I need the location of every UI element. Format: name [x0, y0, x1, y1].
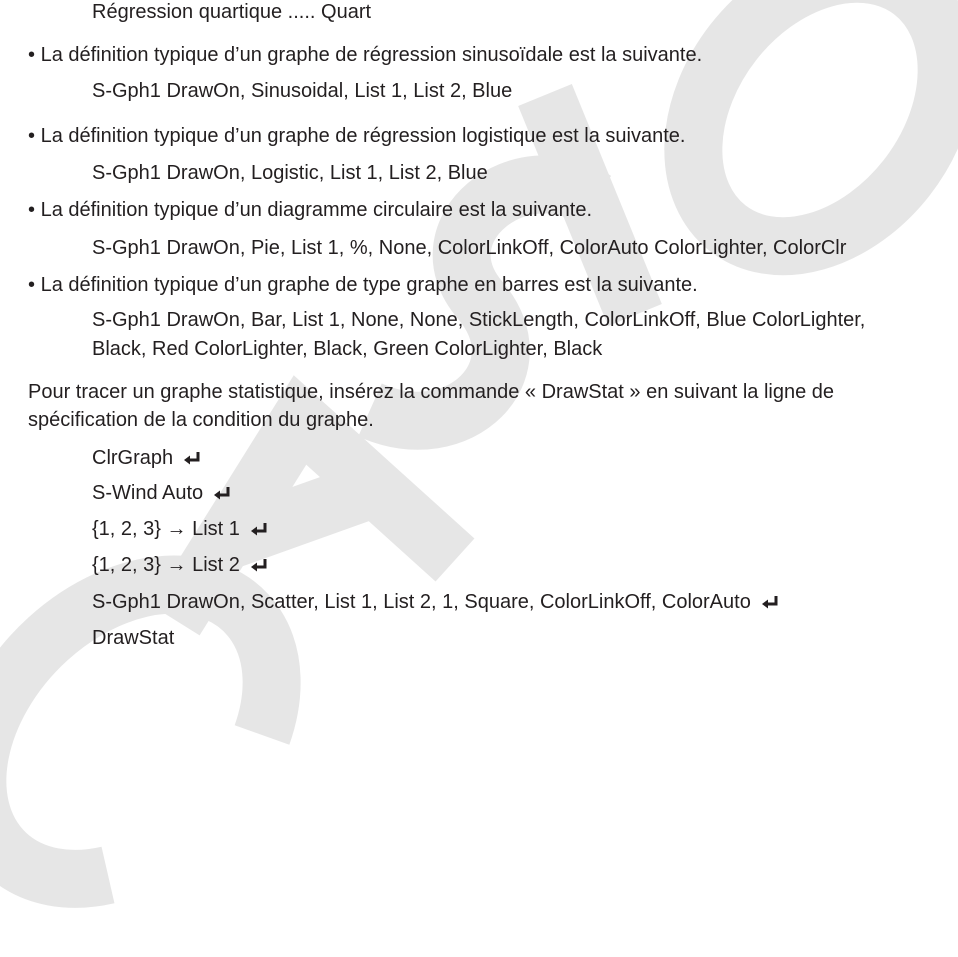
bullet-text	[28, 124, 685, 148]
bullet-label: La définition typique d’un diagramme circulaire est la suivante.	[40, 199, 592, 221]
enter-icon	[250, 522, 268, 536]
paragraph-line-2: spécification de la condition du graphe.	[28, 409, 374, 431]
bullet: •	[28, 125, 36, 147]
example-command-line-1: S-Gph1 DrawOn, Bar, List 1, None, None, StickLength, ColorLinkOff, Blue ColorLighter,	[92, 309, 866, 331]
example-command-line-2: Black, Red ColorLighter, Black, Green ColorLighter, Black	[92, 338, 603, 360]
program-line	[92, 446, 201, 470]
bullet: •	[28, 44, 36, 66]
enter-icon	[183, 451, 201, 465]
example-command: S-Gph1 DrawOn, Sinusoidal, List 1, List 2, Blue	[92, 80, 513, 102]
program-line-text: ClrGraph	[92, 447, 174, 469]
bullet: •	[28, 199, 36, 221]
program-line	[92, 517, 268, 541]
program-line-text: {1, 2, 3} → List 1	[92, 518, 240, 540]
program-line	[92, 590, 779, 614]
example-command: S-Gph1 DrawOn, Logistic, List 1, List 2, Blue	[92, 162, 488, 184]
enter-icon	[213, 486, 231, 500]
bullet: •	[28, 274, 36, 296]
example-command: S-Gph1 DrawOn, Pie, List 1, %, None, ColorLinkOff, ColorAuto ColorLighter, ColorClr	[92, 237, 847, 259]
bullet-text	[28, 273, 698, 297]
program-line	[92, 481, 231, 505]
program-line	[92, 553, 268, 577]
enter-icon	[761, 595, 779, 609]
bullet-label: La définition typique d’un graphe de régression sinusoïdale est la suivante.	[40, 44, 703, 66]
program-line-text: S-Wind Auto	[92, 482, 204, 504]
program-line-text: S-Gph1 DrawOn, Scatter, List 1, List 2, 1, Square, ColorLinkOff, ColorAuto	[92, 591, 751, 613]
enter-icon	[250, 558, 268, 572]
program-line-text: DrawStat	[92, 627, 175, 649]
program-line	[92, 626, 174, 650]
bullet-text	[28, 43, 702, 67]
program-line-text: {1, 2, 3} → List 2	[92, 554, 240, 576]
bullet-label: La définition typique d’un graphe de régression logistique est la suivante.	[40, 125, 686, 147]
paragraph-line-1: Pour tracer un graphe statistique, insérez la commande « DrawStat » en suivant la ligne de	[28, 381, 834, 403]
bullet-label: La définition typique d’un graphe de type graphe en barres est la suivante.	[40, 274, 698, 296]
bullet-text	[28, 198, 592, 222]
intro-line: Régression quartique ..... Quart	[92, 1, 372, 23]
